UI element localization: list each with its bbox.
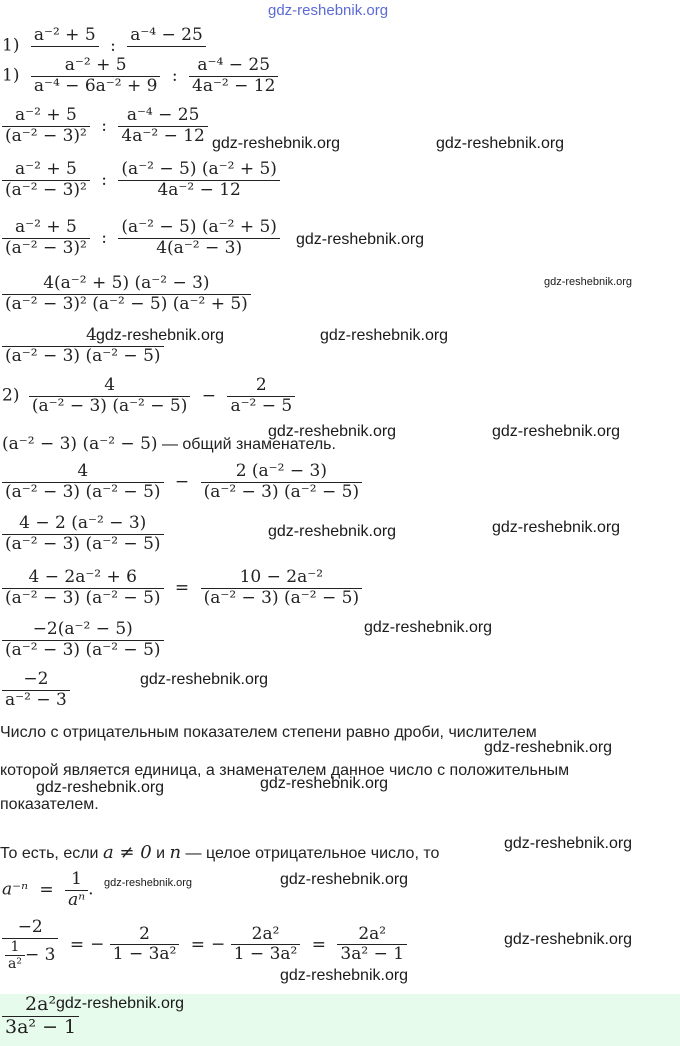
watermark[interactable]: gdz-reshebnik.org — [492, 519, 621, 536]
watermark[interactable]: gdz-reshebnik.org — [280, 967, 409, 984]
watermark[interactable]: gdz-reshebnik.org — [280, 871, 409, 888]
section1-ghost: 1) a⁻² + 5 : a⁻⁴ − 25 — [2, 26, 206, 56]
watermark[interactable]: gdz-reshebnik.org — [56, 995, 185, 1012]
final-answer: $\frac{\text{2a²}}{\text{3a² − 1}}$ — [2, 994, 79, 1039]
section1-step4: $\frac{\text{a⁻² + 5}}{\text{(a⁻² − 3)²}}$ : $\frac{\text{(a⁻² − 5) (a⁻² + 5)}}{\text{4(a⁻² − 3)}}$ — [2, 218, 280, 258]
watermark[interactable]: gdz-reshebnik.org — [364, 619, 493, 636]
watermark[interactable]: gdz-reshebnik.org — [436, 135, 565, 152]
section2-step4: $\frac{\text{4 − 2a⁻² + 6}}{\text{(a⁻² − 3) (a⁻² − 5)}}$ = $\frac{\text{10 − 2a⁻²}}{\text{(a⁻² − 3) (a⁻² − 5)}}$ — [2, 568, 362, 608]
watermark[interactable]: gdz-reshebnik.org — [140, 671, 269, 688]
section2-label: 2) — [2, 385, 20, 406]
watermark[interactable]: gdz-reshebnik.org — [484, 739, 613, 756]
watermark[interactable]: gdz-reshebnik.org — [260, 775, 389, 792]
section2-step6: $\frac{-2}{\text{a⁻² − 3}}$ — [2, 670, 70, 710]
section1-step2: $\frac{\text{a⁻² + 5}}{\text{(a⁻² − 3)²}}$ : $\frac{\text{a⁻⁴ − 25}}{\text{4a⁻² − 12}}$ — [2, 106, 208, 146]
rule-text-line3: показателем. — [0, 796, 99, 813]
watermark-small[interactable]: gdz-reshebnik.org — [104, 877, 193, 889]
watermark-small[interactable]: gdz-reshebnik.org — [544, 276, 633, 288]
section2-expression: 2) $\frac{4}{\text{(a⁻² − 3) (a⁻² − 5)}}$ − $\frac{2}{\text{a⁻² − 5}}$ — [2, 376, 295, 416]
section1-step5: $\frac{\text{4(a⁻² + 5) (a⁻² − 3)}}{\text{(a⁻² − 3)² (a⁻² − 5) (a⁻² + 5)}}$ — [2, 274, 251, 314]
watermark[interactable]: gdz-reshebnik.org — [504, 835, 633, 852]
watermark[interactable]: gdz-reshebnik.org — [36, 779, 165, 796]
section1-label: 1) — [2, 65, 20, 86]
watermark[interactable]: gdz-reshebnik.org — [492, 423, 621, 440]
watermark[interactable]: gdz-reshebnik.org — [504, 931, 633, 948]
section2-step2: $\frac{4}{\text{(a⁻² − 3) (a⁻² − 5)}}$ − $\frac{\text{2 (a⁻² − 3)}}{\text{(a⁻² − 3) (a⁻² − 5)}}$ — [2, 462, 362, 502]
watermark-top[interactable]: gdz-reshebnik.org — [268, 2, 389, 19]
definition-formula: a⁻ⁿ = $\frac{1}{\text{aⁿ}}$ . — [2, 869, 94, 910]
common-denominator-line: (a⁻² − 3) (a⁻² − 5) — общий знаменатель. — [2, 434, 336, 454]
section1-result: $\frac{4}{\text{(a⁻² − 3) (a⁻² − 5)}}$ — [2, 326, 164, 366]
watermark[interactable]: gdz-reshebnik.org — [268, 523, 397, 540]
watermark[interactable]: gdz-reshebnik.org — [296, 231, 425, 248]
section1-step3: $\frac{\text{a⁻² + 5}}{\text{(a⁻² − 3)²}}$ : $\frac{\text{(a⁻² − 5) (a⁻² + 5)}}{\text{4a⁻² − 12}}$ — [2, 160, 280, 200]
watermark[interactable]: gdz-reshebnik.org — [96, 327, 225, 344]
watermark[interactable]: gdz-reshebnik.org — [268, 423, 397, 440]
condition-text: То есть, если a ≠ 0 и n — целое отрицательное число, то — [0, 842, 440, 863]
rule-text-line2: которой является единица, а знаменателем данное число с положительным — [0, 762, 570, 779]
watermark[interactable]: gdz-reshebnik.org — [212, 135, 341, 152]
rule-text-line1: Число с отрицательным показателем степени равно дроби, числителем — [0, 724, 537, 741]
section2-step3: $\frac{\text{4 − 2 (a⁻² − 3)}}{\text{(a⁻² − 3) (a⁻² − 5)}}$ — [2, 514, 164, 554]
watermark[interactable]: gdz-reshebnik.org — [320, 327, 449, 344]
section1-expression: 1) $\frac{\text{a⁻² + 5}}{\text{a⁻⁴ − 6a⁻² + 9}}$ : $\frac{\text{a⁻⁴ − 25}}{\text{4a⁻² − 12}}$ — [2, 56, 278, 96]
transform-chain: −2 $\frac{1}{\text{a²}}$ − 3 = − $\frac{2}{\text{1 − 3a²}}$ = − $\frac{\text{2a²}}{\text{1 − 3a²}}$ = $\frac{\text{2a²}}{\text{3a² − 1}}$ — [2, 918, 407, 972]
section2-step5: $\frac{\text{−2(a⁻² − 5)}}{\text{(a⁻² − 3) (a⁻² − 5)}}$ — [2, 620, 164, 660]
